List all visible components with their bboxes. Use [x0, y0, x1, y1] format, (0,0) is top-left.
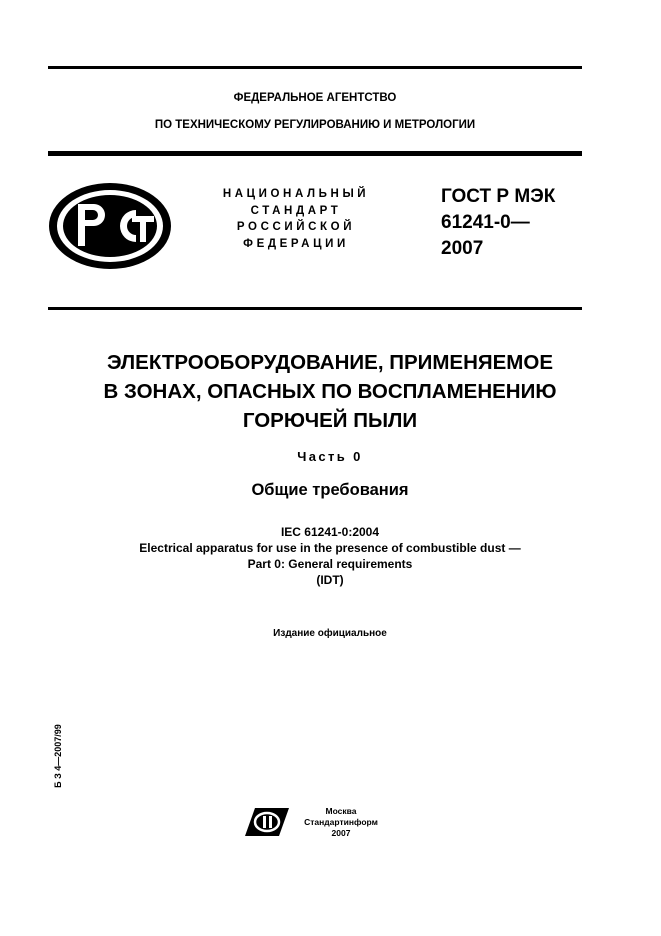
- iec-line-2: Electrical apparatus for use in the presence of combustible dust —: [139, 541, 521, 555]
- iec-line-4: (IDT): [316, 573, 344, 587]
- designation-line-1: ГОСТ Р МЭК: [441, 186, 556, 207]
- designation-line-2: 61241-0—: [441, 212, 530, 233]
- rst-logo-icon: [48, 182, 172, 270]
- side-note: Б З 4—2007/99: [53, 724, 63, 788]
- iec-line-1: IEC 61241-0:2004: [280, 525, 380, 539]
- header-rule: [48, 151, 582, 156]
- subtitle: Общие требования: [251, 481, 409, 499]
- part-label: Часть 0: [297, 449, 363, 464]
- title-line-3: ГОРЮЧЕЙ ПЫЛИ: [242, 409, 418, 432]
- national-line-1: НАЦИОНАЛЬНЫЙ: [222, 188, 370, 200]
- block-rule: [48, 307, 582, 310]
- agency-line-1: ФЕДЕРАЛЬНОЕ АГЕНТСТВО: [233, 92, 397, 104]
- document-title: [30, 348, 630, 435]
- agency-line-2: ПО ТЕХНИЧЕСКОМУ РЕГУЛИРОВАНИЮ И МЕТРОЛОГИИ: [154, 119, 476, 131]
- standartinform-logo-icon: [245, 806, 289, 838]
- designation-line-3: 2007: [441, 238, 484, 259]
- title-line-1: ЭЛЕКТРООБОРУДОВАНИЕ, ПРИМЕНЯЕМОЕ: [106, 351, 554, 374]
- edition-label: Издание официальное: [273, 628, 387, 639]
- national-standard-label: [196, 186, 396, 252]
- publisher-info: [296, 806, 386, 839]
- standard-designation: [441, 184, 555, 262]
- publisher-name: Стандартинформ: [304, 817, 378, 827]
- iec-reference: [30, 524, 630, 588]
- title-line-2: В ЗОНАХ, ОПАСНЫХ ПО ВОСПЛАМЕНЕНИЮ: [103, 380, 557, 403]
- publisher-city: Москва: [325, 806, 357, 816]
- national-line-3: РОССИЙСКОЙ: [236, 221, 356, 233]
- iec-line-3: Part 0: General requirements: [247, 557, 413, 571]
- national-line-2: СТАНДАРТ: [250, 204, 342, 217]
- national-line-4: ФЕДЕРАЦИИ: [243, 237, 349, 250]
- top-rule: [48, 66, 582, 69]
- publisher-year: 2007: [331, 828, 351, 838]
